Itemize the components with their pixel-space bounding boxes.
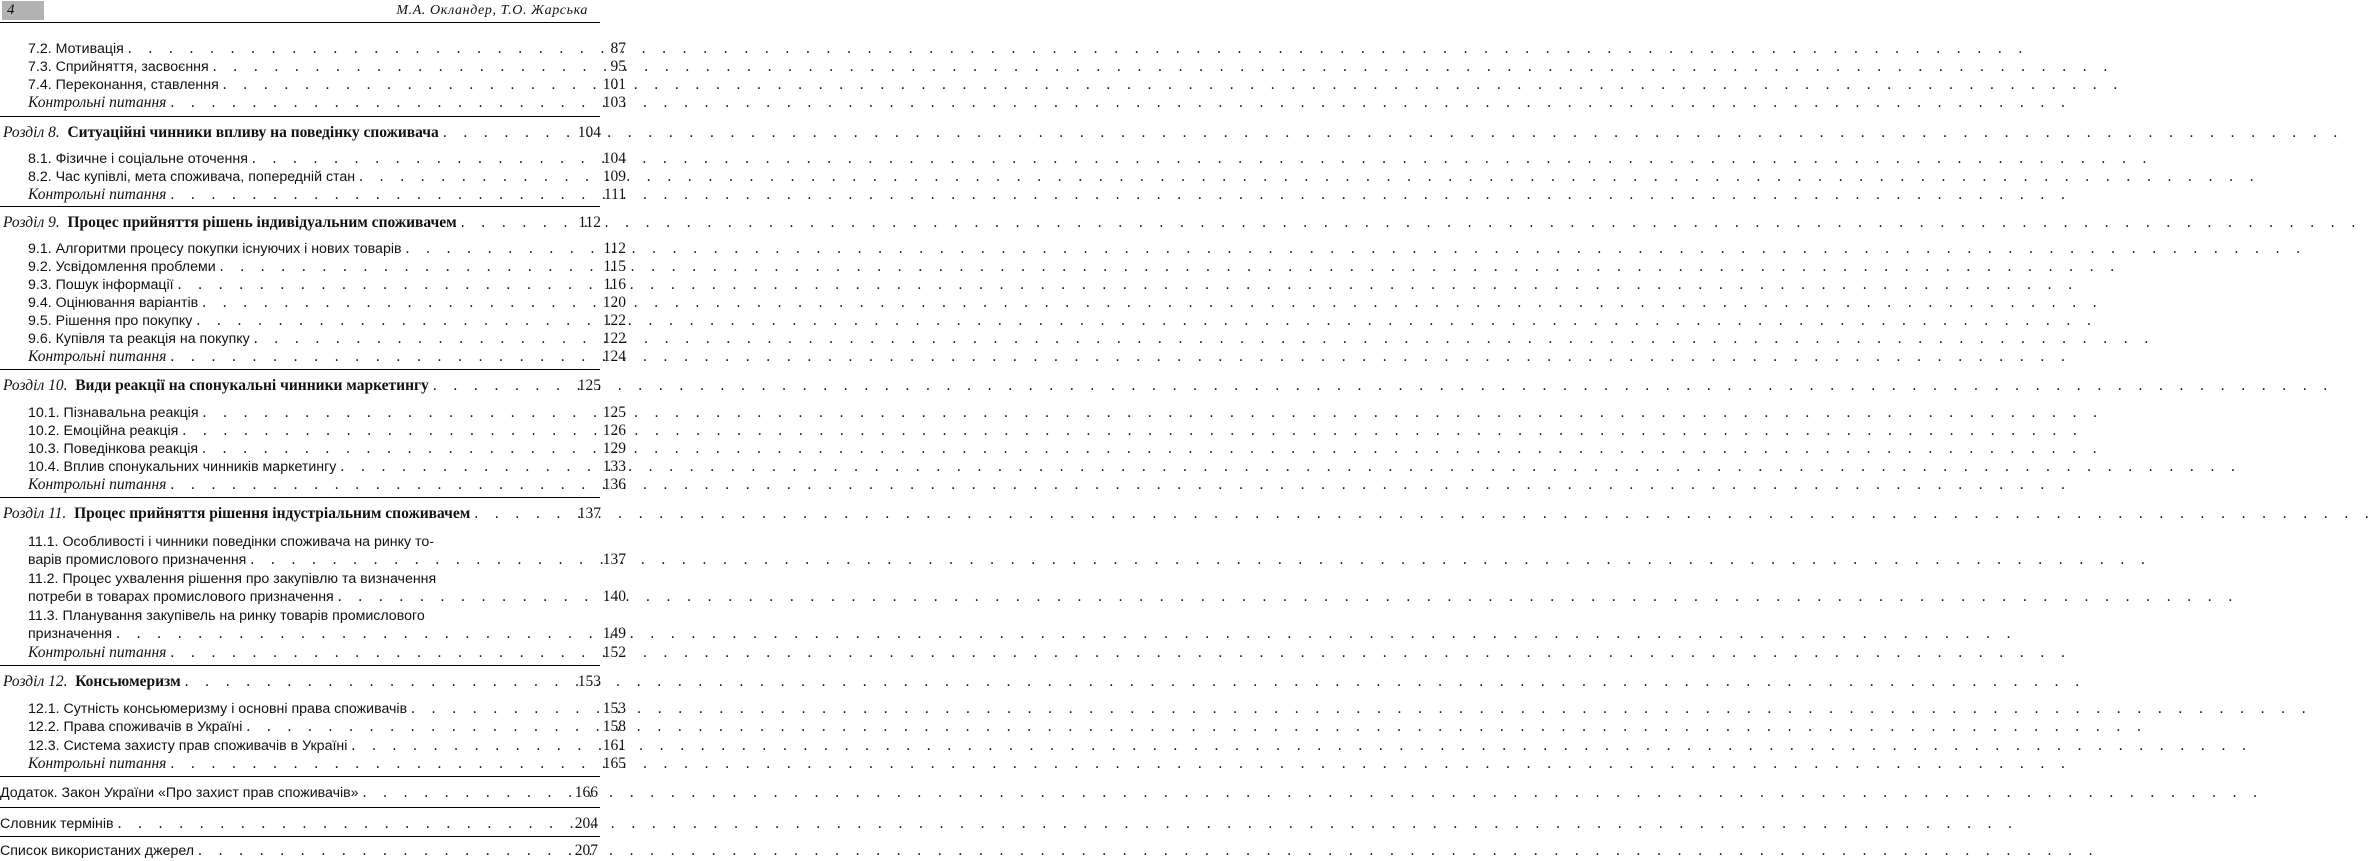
- toc-entry-review-questions[interactable]: Контрольні питання . . . 136: [0, 476, 628, 494]
- toc-entry-review-questions[interactable]: Контрольні питання . . . 165: [0, 755, 628, 773]
- section-divider: [0, 836, 600, 837]
- toc-entry[interactable]: 10.1. Пізнавальна реакція . . . 125: [0, 404, 628, 422]
- toc-entry-review-questions[interactable]: Контрольні питання . . . 111: [0, 186, 628, 204]
- toc-entry[interactable]: 7.4. Переконання, ставлення . . . 101: [0, 76, 628, 94]
- toc-entry[interactable]: 9.4. Оцінювання варіантів . . . 120: [0, 294, 628, 312]
- toc-references[interactable]: Список використаних джерел . . . 207: [0, 842, 600, 860]
- toc-chapter-8[interactable]: Розділ 8. Ситуаційні чинники впливу на поведінку споживача . . . 104: [0, 124, 603, 142]
- toc-entry-line1: 11.3. Планування закупівель на ринку товарів промислового: [28, 608, 425, 624]
- section-divider: [0, 776, 600, 777]
- section-divider: [0, 665, 600, 666]
- section-divider: [0, 369, 600, 370]
- section-divider: [0, 116, 600, 117]
- toc-entry[interactable]: 9.5. Рішення про покупку . . . 122: [0, 312, 628, 330]
- toc-entry[interactable]: варів промислового призначення . . . 137: [0, 551, 628, 569]
- toc-entry[interactable]: потреби в товарах промислового призначення . . . 140: [0, 588, 628, 606]
- toc-entry[interactable]: 10.3. Поведінкова реакція . . . 129: [0, 440, 628, 458]
- header-authors: М.А. Окландер, Т.О. Жарська: [396, 3, 588, 18]
- toc-entry[interactable]: 7.2. Мотивація . . . 87: [0, 40, 628, 58]
- toc-entry-line1: 11.1. Особливості і чинники поведінки споживача на ринку то-: [28, 534, 434, 550]
- section-divider: [0, 206, 600, 207]
- toc-entry-line1: 11.2. Процес ухвалення рішення про закупівлю та визначення: [28, 571, 437, 587]
- toc-chapter-9[interactable]: Розділ 9. Процес прийняття рішень індивідуальним споживачем . . . 112: [0, 214, 603, 232]
- toc-appendix[interactable]: Додаток. Закон України «Про захист прав споживачів» . . . 166: [0, 784, 600, 802]
- toc-entry[interactable]: 9.2. Усвідомлення проблеми . . . 115: [0, 258, 628, 276]
- toc-entry[interactable]: 9.3. Пошук інформації . . . 116: [0, 276, 628, 294]
- toc-entry-review-questions[interactable]: Контрольні питання . . . 124: [0, 348, 628, 366]
- page-number: 4: [2, 1, 44, 20]
- toc-entry-review-questions[interactable]: Контрольні питання . . . 103: [0, 94, 628, 112]
- toc-entry[interactable]: 9.6. Купівля та реакція на покупку . . . 122: [0, 330, 628, 348]
- toc-entry[interactable]: 7.3. Сприйняття, засвоєння . . . 95: [0, 58, 628, 76]
- book-page: [0, 0, 626, 861]
- toc-entry[interactable]: 9.1. Алгоритми процесу покупки існуючих і нових товарів . . . 112: [0, 240, 628, 258]
- section-divider: [0, 497, 600, 498]
- toc-entry[interactable]: 8.1. Фізичне і соціальне оточення . . . 104: [0, 150, 628, 168]
- toc-chapter-12[interactable]: Розділ 12. Консьюмеризм . . . 153: [0, 673, 603, 691]
- toc-entry[interactable]: 10.2. Емоційна реакція . . . 126: [0, 422, 628, 440]
- toc-entry[interactable]: 12.1. Сутність консьюмеризму і основні права споживачів . . . 153: [0, 700, 628, 718]
- toc-entry-review-questions[interactable]: Контрольні питання . . . 152: [0, 644, 628, 662]
- toc-entry[interactable]: 10.4. Вплив спонукальних чинників маркетингу . . . 133: [0, 458, 628, 476]
- toc-entry[interactable]: 12.3. Система захисту прав споживачів в Україні . . . 161: [0, 737, 628, 755]
- toc-chapter-11[interactable]: Розділ 11. Процес прийняття рішення індустріальним споживачем . . . 137: [0, 505, 603, 523]
- toc-glossary[interactable]: Словник термінів . . . 204: [0, 815, 600, 833]
- toc-chapter-10[interactable]: Розділ 10. Види реакції на спонукальні чинники маркетингу . . . 125: [0, 377, 603, 395]
- toc-entry[interactable]: призначення . . . 149: [0, 625, 628, 643]
- table-of-contents: [0, 0, 626, 861]
- toc-entry[interactable]: 8.2. Час купівлі, мета споживача, попередній стан . . . 109: [0, 168, 628, 186]
- section-divider: [0, 807, 600, 808]
- toc-entry[interactable]: 12.2. Права споживачів в Україні . . . 158: [0, 718, 628, 736]
